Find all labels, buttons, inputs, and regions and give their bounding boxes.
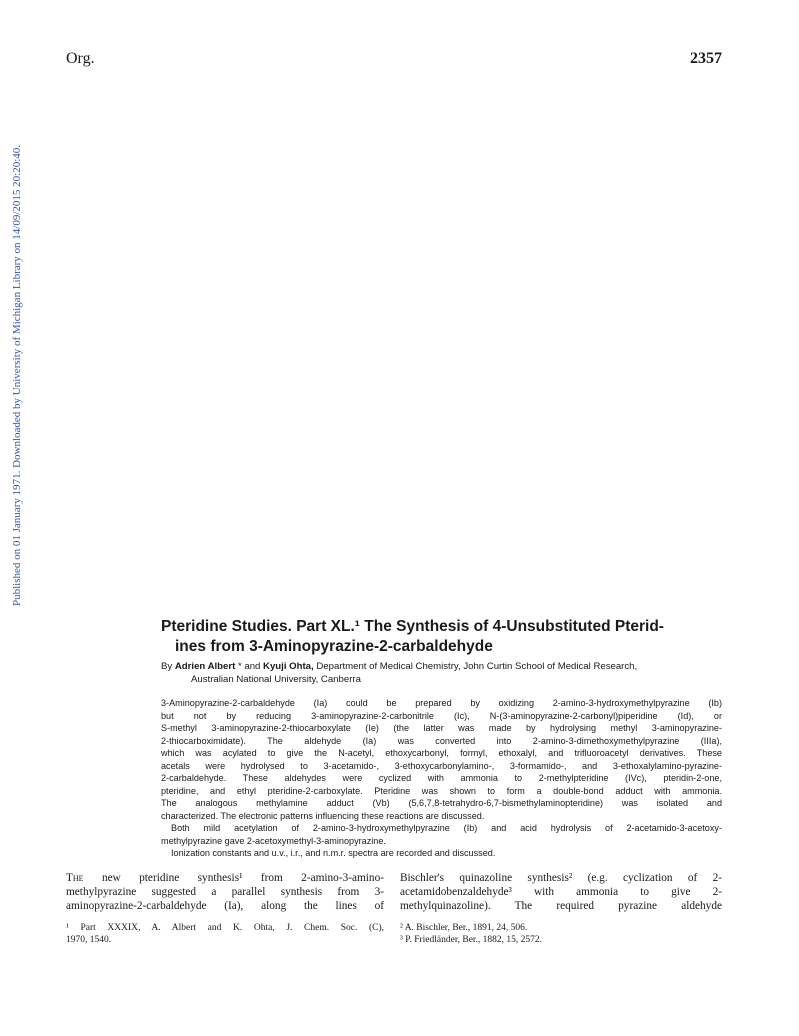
author-by: By bbox=[161, 661, 173, 672]
abstract-line: Both mild acetylation of 2-amino-3-hydroxymethylpyrazine (Ib) and acid hydrolysis of 2-acetamido-3-acetoxy- bbox=[171, 823, 722, 833]
abstract-line: methylpyrazine gave 2-acetoxymethyl-3-aminopyrazine. bbox=[161, 835, 386, 846]
body-line bbox=[66, 871, 384, 885]
body-line: Bischler's quinazoline synthesis² (e.g. cyclization of 2- bbox=[400, 872, 722, 884]
abstract-line: 3-Aminopyrazine-2-carbaldehyde (Ia) could be prepared by oxidizing 2-amino-3-hydroxymethylpyrazine (Ib) bbox=[161, 698, 722, 708]
title-line-2: ines from 3-Aminopyrazine-2-carbaldehyde bbox=[175, 638, 493, 655]
body-line: aminopyrazine-2-carbaldehyde (Ia), along the lines of bbox=[66, 900, 384, 912]
footnote-1: ¹ Part XXXIX, A. Albert and K. Ohta, J. Chem. Soc. (C), bbox=[66, 923, 384, 933]
abstract-line: 2-carbaldehyde. These aldehydes were cyclized with ammonia to 2-methylpteridine (IVc), pteridin-2-one, bbox=[161, 773, 722, 783]
abstract-line: The analogous methylamine adduct (Vb) (5,6,7,8-tetrahydro-6,7-bismethylaminopteridine) was isolated and bbox=[161, 798, 722, 808]
abstract bbox=[161, 697, 722, 860]
author-block bbox=[161, 660, 731, 686]
abstract-line: pteridine, and ethyl pteridine-2-carboxylate. Pteridine was shown to form a double-bond adduct with ammonia. bbox=[161, 785, 722, 796]
author-ohta: Kyuji Ohta, bbox=[263, 661, 314, 672]
body-column-left bbox=[66, 871, 384, 913]
title-line-1: Pteridine Studies. Part XL.¹ The Synthesis of 4-Unsubstituted Pterid- bbox=[161, 618, 664, 635]
corresponding-author-mark: * bbox=[235, 661, 242, 672]
article-title bbox=[161, 617, 731, 657]
abstract-line: but not by reducing 3-aminopyrazine-2-carbonitrile (Ic), N-(3-aminopyrazine-2-carbonyl)piperidine (Id), or bbox=[161, 710, 722, 721]
journal-section-label: Org. bbox=[66, 50, 95, 67]
author-and: and bbox=[241, 661, 264, 672]
footnotes-left bbox=[66, 922, 384, 946]
abstract-line: characterized. The electronic patterns influencing these reactions are discussed. bbox=[161, 810, 485, 821]
body-text: new pteridine synthesis¹ from 2-amino-3-amino- bbox=[83, 872, 384, 884]
footnotes-right bbox=[400, 922, 722, 946]
body-column-right bbox=[400, 871, 722, 913]
body-line: methylpyrazine suggested a parallel synthesis from 3- bbox=[66, 886, 384, 898]
affiliation-line-1: Department of Medical Chemistry, John Curtin School of Medical Research, bbox=[313, 661, 638, 672]
download-watermark[interactable]: Published on 01 January 1971. Downloaded by University of Michigan Library on 14/09/2015 20:20:40. bbox=[11, 144, 23, 606]
footnote-3: ³ P. Friedländer, Ber., 1882, 15, 2572. bbox=[400, 935, 543, 945]
abstract-line: Ionization constants and u.v., i.r., and n.m.r. spectra are recorded and discussed. bbox=[171, 848, 496, 858]
abstract-line: S-methyl 3-aminopyrazine-2-thiocarboxylate (Ie) (the latter was made by hydrolysing methyl 3-aminopyrazine- bbox=[161, 723, 722, 733]
abstract-line: which was acylated to give the N-acetyl, ethoxycarbonyl, formyl, ethoxalyl, and trifluoroacetyl derivatives. These bbox=[161, 748, 722, 758]
page-number: 2357 bbox=[690, 50, 722, 67]
body-lead-word: The bbox=[66, 872, 84, 884]
body-line: acetamidobenzaldehyde³ with ammonia to give 2- bbox=[400, 886, 722, 898]
body-line: methylquinazoline). The required pyrazine aldehyde bbox=[400, 900, 722, 912]
footnote-2: ² A. Bischler, Ber., 1891, 24, 506. bbox=[400, 923, 528, 933]
abstract-line: acetals were hydrolysed to 3-acetamido-, 3-ethoxycarbonylamino-, 3-formamido-, and 3-ethoxalylamino-pyrazine- bbox=[161, 760, 722, 771]
abstract-line: 2-thiocarboximidate). The aldehyde (Ia) was converted into 2-amino-3-dimethoxymethylpyrazine (IIIa), bbox=[161, 735, 722, 746]
footnote-1-cont: 1970, 1540. bbox=[66, 935, 112, 945]
author-albert: Adrien Albert bbox=[174, 661, 236, 672]
affiliation-line-2: Australian National University, Canberra bbox=[191, 674, 361, 685]
